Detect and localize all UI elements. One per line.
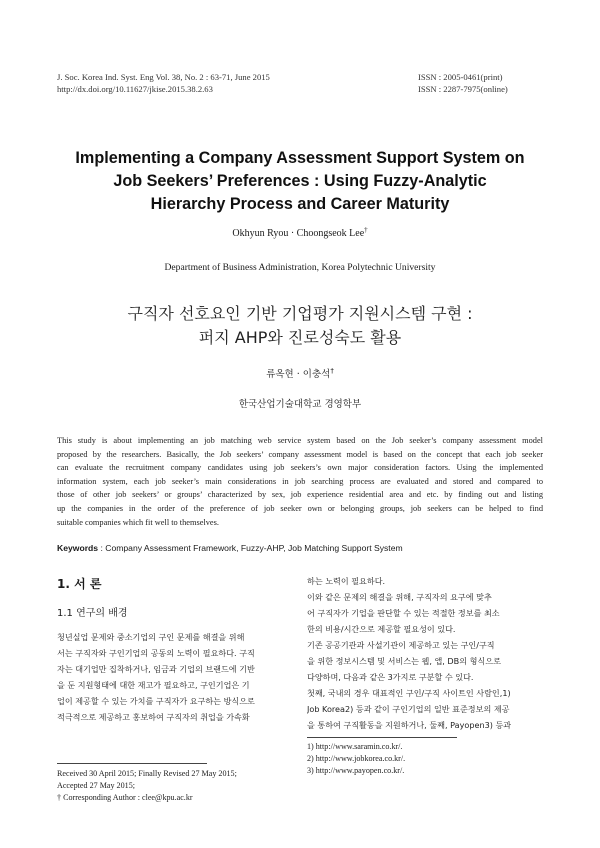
issn-online: ISSN : 2287-7975(online) (418, 84, 508, 94)
keywords (57, 543, 403, 553)
abstract-line: This study is about implementing an job matching web service system based on the Job seeker’s company assessment model (57, 436, 543, 445)
subsection-heading: 1.1 연구의 배경 (57, 608, 128, 619)
korean-title-line: 퍼지 AHP와 진로성숙도 활용 (198, 328, 402, 347)
body-line: 을 둔 지원형태에 대한 재고가 필요하고, 구인기업은 기 (57, 680, 250, 690)
keywords-label: Keywords (57, 543, 99, 553)
abstract (57, 434, 543, 529)
keywords-text: : Company Assessment Framework, Fuzzy-AHP, Job Matching Support System (100, 543, 403, 553)
corresponding-mark: † (330, 367, 334, 375)
footnote-link[interactable]: 2) http://www.jobkorea.co.kr/. (307, 754, 406, 763)
body-line: 기존 공공기관과 사설기관이 제공하고 있는 구인/구직 (307, 640, 495, 650)
corresponding-author-footnote[interactable]: † Corresponding Author : clee@kpu.ac.kr (57, 793, 193, 802)
korean-department: 한국산업기술대학교 경영학부 (238, 399, 362, 410)
journal-citation-line: J. Soc. Korea Ind. Syst. Eng Vol. 38, No. 2 : 63-71, June 2015 (57, 72, 270, 82)
body-line: 서는 구직자와 구인기업의 공동의 노력이 필요하다. 구직 (57, 648, 255, 658)
footnote-link[interactable]: 1) http://www.saramin.co.kr/. (307, 742, 403, 751)
abstract-line: up the companies in the order of the preference of job seeker own or belonging groups, job seekers can be helped to find (57, 503, 543, 513)
footnote-divider (307, 737, 457, 738)
english-title (40, 147, 560, 216)
english-author-names: Okhyun Ryou · Choongseok Lee (232, 228, 365, 239)
body-line: 하는 노력이 필요하다. (307, 576, 386, 586)
footnote-divider (57, 763, 207, 764)
article-history-footnote (57, 768, 237, 804)
body-line: 이와 같은 문제의 해결을 위해, 구직자의 요구에 맞추 (307, 592, 492, 602)
section-heading: 1. 서 론 (57, 577, 102, 591)
abstract-line: those of other job seekers’ or groups’ characterized by sex, job experience residential area and etc. by finding out and listing (57, 490, 543, 500)
body-right-column (307, 573, 545, 733)
english-title-line: Job Seekers’ Preferences : Using Fuzzy-Analytic (113, 172, 487, 190)
body-line: 을 위한 정보시스템 및 서비스는 웹, 앱, DB의 형식으로 (307, 656, 501, 666)
issn-block (418, 71, 508, 95)
english-department: Department of Business Administration, Korea Polytechnic University (164, 262, 436, 273)
korean-authors (0, 366, 600, 380)
abstract-line: can evaluate the recruitment company candidates using job seekers’s own major consideration factors. Using the implemented (57, 463, 543, 473)
abstract-line: information system, each job seeker’s main considerations in job searching process are evaluated and stored and compared to (57, 476, 543, 486)
body-line: 적극적으로 제공하고 홍보하여 구직자의 취업을 가속화 (57, 712, 250, 722)
abstract-line: suitable companies which fit well to themselves. (57, 517, 219, 527)
footnote-line: Accepted 27 May 2015; (57, 781, 135, 790)
abstract-line: proposed by the researchers. Basically, the Job seekers’ company assessment model is based on the concept that each job seeker (57, 449, 543, 459)
body-line: 청년실업 문제와 중소기업의 구인 문제를 해결을 위해 (57, 632, 245, 642)
body-line: 을 통하여 구직활동을 지원하거나, 둘째, Payopen3) 등과 (307, 720, 512, 730)
body-line: 업이 제공할 수 있는 가치를 구직자가 요구하는 방식으로 (57, 696, 255, 706)
english-authors (0, 228, 600, 239)
english-title-line: Hierarchy Process and Career Maturity (150, 195, 450, 213)
body-left-column (57, 629, 295, 725)
korean-author-names: 류옥현 · 이충석 (266, 369, 331, 380)
corresponding-mark: † (364, 226, 368, 234)
url-footnotes (307, 741, 405, 777)
body-line: 자는 대기업만 집착하거나, 임금과 기업의 브랜드에 기반 (57, 664, 255, 674)
doi-link[interactable]: http://dx.doi.org/10.11627/jkise.2015.38.2.63 (57, 84, 213, 94)
body-line: 첫째, 국내의 경우 대표적인 구인/구직 사이트인 사람인,1) (307, 688, 511, 698)
body-line: 어 구직자가 기업을 판단할 수 있는 적절한 정보를 최소 (307, 608, 500, 618)
korean-title (0, 302, 600, 350)
journal-citation (57, 71, 270, 95)
body-line: 한의 비용/시간으로 제공할 필요성이 있다. (307, 624, 456, 634)
footnote-link[interactable]: 3) http://www.payopen.co.kr/. (307, 766, 405, 775)
issn-print: ISSN : 2005-0461(print) (418, 72, 503, 82)
footnote-line: Received 30 April 2015; Finally Revised 27 May 2015; (57, 769, 237, 778)
korean-title-line: 구직자 선호요인 기반 기업평가 지원시스템 구현 : (127, 304, 473, 323)
body-line: 다양하며, 다음과 같은 3가지로 구분할 수 있다. (307, 672, 474, 682)
body-line: Job Korea2) 등과 같이 구인기업의 일반 표준정보의 제공 (307, 704, 510, 714)
english-title-line: Implementing a Company Assessment Support System on (75, 149, 525, 167)
